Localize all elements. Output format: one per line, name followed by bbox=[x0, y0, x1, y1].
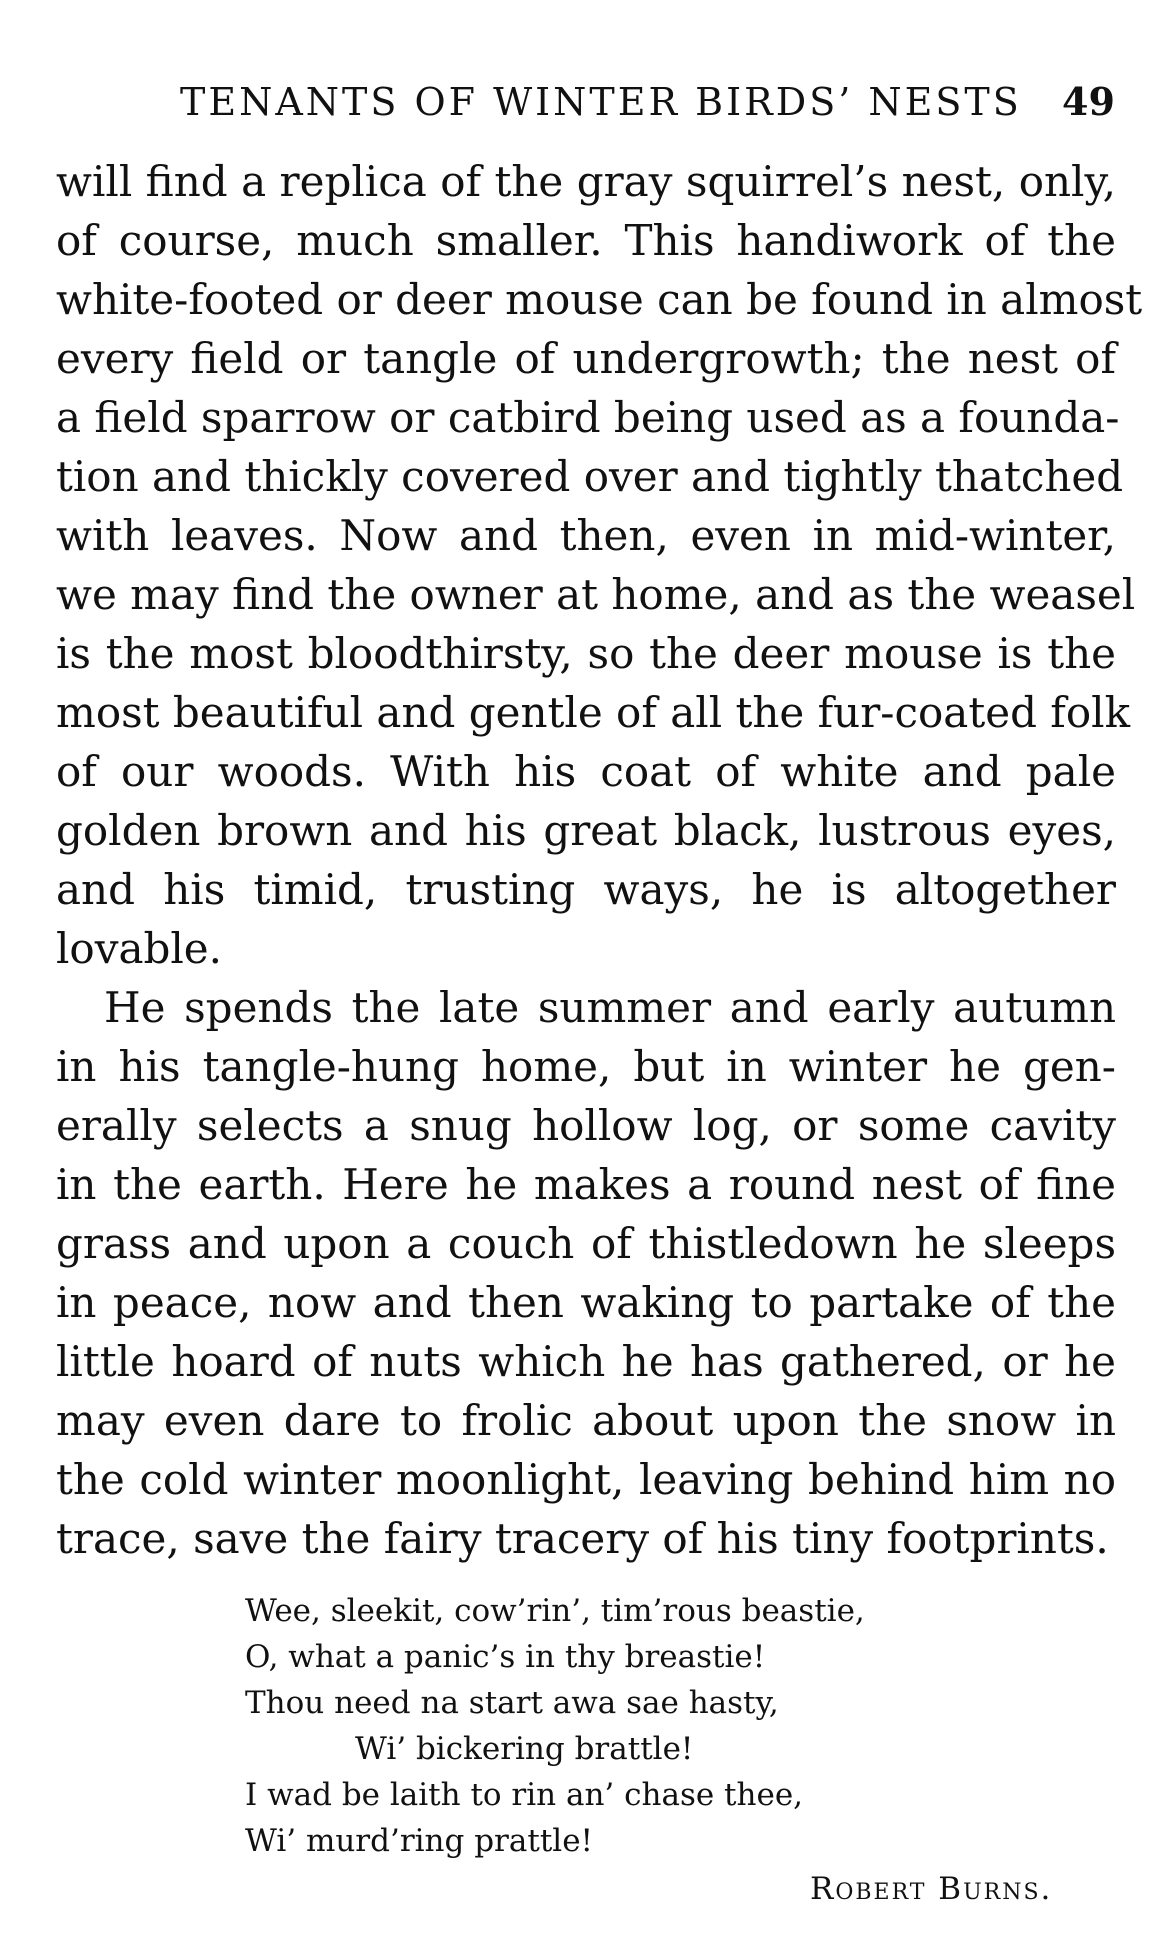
poem-line: Wi’ bickering brattle! bbox=[355, 1731, 694, 1767]
text-line: and his timid, trusting ways, he is altogether bbox=[56, 865, 1116, 914]
text-line: little hoard of nuts which he has gathered, or he bbox=[56, 1337, 1116, 1386]
page-number: 49 bbox=[1062, 79, 1115, 124]
text-line: will find a replica of the gray squirrel’s nest, only, bbox=[56, 157, 1116, 206]
poem-attribution: Robert Burns. bbox=[810, 1871, 1053, 1907]
text-line: of our woods. With his coat of white and pale bbox=[56, 747, 1116, 796]
poem-line: I wad be laith to rin an’ chase thee, bbox=[245, 1777, 804, 1813]
poem-line: Thou need na start awa sae hasty, bbox=[245, 1685, 779, 1721]
running-head bbox=[0, 72, 1166, 132]
text-line: with leaves. Now and then, even in mid-winter, bbox=[56, 511, 1116, 560]
paragraph-2 bbox=[56, 978, 1116, 1568]
text-line: a field sparrow or catbird being used as a founda- bbox=[56, 393, 1120, 442]
text-line: golden brown and his great black, lustrous eyes, bbox=[56, 806, 1116, 855]
poem-line: Wi’ murd’ring prattle! bbox=[245, 1823, 593, 1859]
text-line: in his tangle-hung home, but in winter he gen- bbox=[56, 1042, 1116, 1091]
text-line: lovable. bbox=[56, 924, 223, 973]
running-title: TENANTS OF WINTER BIRDS’ NESTS bbox=[180, 80, 1022, 124]
text-line: may even dare to frolic about upon the snow in bbox=[56, 1396, 1116, 1445]
text-line: we may find the owner at home, and as the weasel bbox=[56, 570, 1136, 619]
body-text bbox=[56, 152, 1143, 1568]
poem-line: Wee, sleekit, cow’rin’, tim’rous beastie, bbox=[245, 1593, 865, 1629]
text-line: in peace, now and then waking to partake of the bbox=[56, 1278, 1116, 1327]
text-line: of course, much smaller. This handiwork of the bbox=[56, 216, 1116, 265]
text-line: trace, save the fairy tracery of his tiny footprints. bbox=[56, 1514, 1109, 1563]
text-line: grass and upon a couch of thistledown he sleeps bbox=[56, 1219, 1116, 1268]
text-line: erally selects a snug hollow log, or some cavity bbox=[56, 1101, 1116, 1150]
text-line: is the most bloodthirsty, so the deer mouse is the bbox=[56, 629, 1116, 678]
poem-quotation bbox=[245, 1588, 1045, 1864]
text-line: the cold winter moonlight, leaving behind him no bbox=[56, 1455, 1116, 1504]
text-line: tion and thickly covered over and tightly thatched bbox=[56, 452, 1124, 501]
text-line: white-footed or deer mouse can be found in almost bbox=[56, 275, 1143, 324]
text-line: in the earth. Here he makes a round nest of fine bbox=[56, 1160, 1116, 1209]
poem-line: O, what a panic’s in thy breastie! bbox=[245, 1639, 766, 1675]
text-line: He spends the late summer and early autumn bbox=[104, 983, 1116, 1032]
text-line: every field or tangle of undergrowth; the nest of bbox=[56, 334, 1116, 383]
paragraph-1 bbox=[56, 152, 1143, 978]
text-line: most beautiful and gentle of all the fur-coated folk bbox=[56, 688, 1131, 737]
